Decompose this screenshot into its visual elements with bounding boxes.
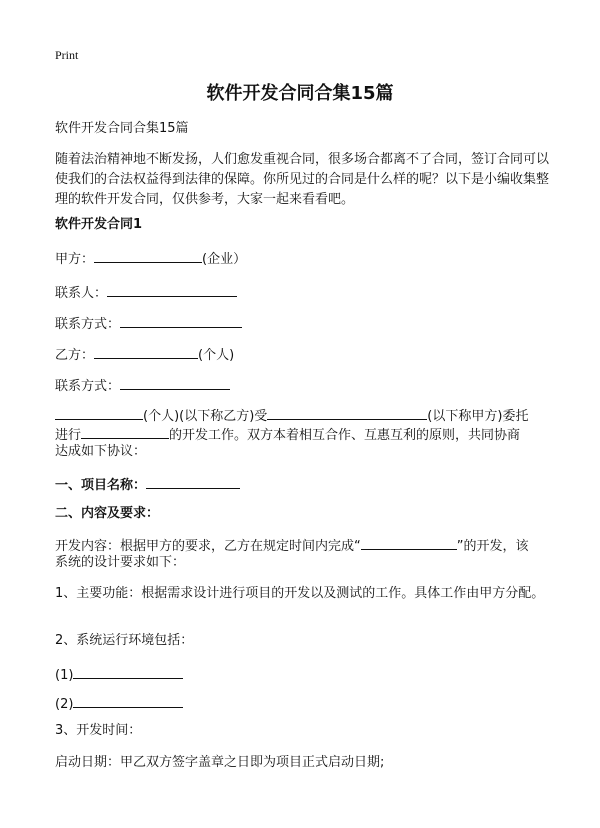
start-date-line: 启动日期：甲乙双方签字盖章之日即为项目正式启动日期;	[55, 755, 385, 770]
contact-method-label: 联系方式：	[55, 317, 121, 332]
entrust-line-1	[55, 405, 528, 426]
dev-content-line	[55, 535, 529, 556]
item2-label: 二、内容及要求：	[55, 506, 160, 521]
contact-method-blank-2	[120, 375, 230, 390]
party-b-line	[55, 344, 234, 365]
entrust-blank-3	[81, 424, 169, 439]
entrust-line-3: 达成如下协议：	[55, 444, 147, 459]
main-function-paragraph: 1、主要功能：根据需求设计进行项目的开发以及测试的工作。具体工作由甲方分配。	[55, 586, 545, 601]
dev-content-suffix: ”的开发，该	[456, 539, 529, 554]
intro-paragraph: 随着法治精神地不断发扬，人们愈发重视合同，很多场合都离不了合同，签订合同可以使我们的合法权益得到法律的保障。你所见过的合同是什么样的呢？以下是小编收集整理的软件开发合同，仅供参考，大家一起来看看吧。	[55, 152, 550, 207]
env-item-2	[55, 693, 183, 714]
dev-content-blank	[361, 535, 457, 550]
document-subtitle: 软件开发合同合集15篇	[55, 121, 189, 136]
contact-method-blank	[120, 313, 242, 328]
dev-content-prefix: 开发内容：根据甲方的要求，乙方在规定时间内完成“	[55, 539, 361, 554]
party-b-suffix: (个人)	[198, 348, 235, 363]
contact-method-label-2: 联系方式：	[55, 379, 121, 394]
entrust-line2-prefix: 进行	[55, 428, 82, 443]
party-b-blank	[94, 344, 198, 359]
env-item-1-label: (1)	[55, 668, 74, 683]
dev-content-line-2: 系统的设计要求如下：	[55, 555, 186, 570]
env-label: 2、系统运行环境包括：	[55, 633, 194, 648]
dev-time-label: 3、开发时间：	[55, 723, 142, 738]
contact-method-line-2	[55, 375, 230, 396]
party-a-label: 甲方：	[55, 252, 95, 267]
entrust-line2-suffix: 的开发工作。双方本着相互合作、互惠互利的原则，共同协商	[169, 428, 521, 443]
entrust-blank-2	[267, 405, 427, 420]
env-item-2-label: (2)	[55, 697, 74, 712]
env-item-1	[55, 664, 183, 685]
party-a-suffix: (企业）	[202, 252, 247, 267]
env-item-2-blank	[73, 693, 183, 708]
entrust-line-2	[55, 424, 520, 445]
party-b-label: 乙方：	[55, 348, 95, 363]
section-heading: 软件开发合同1	[55, 217, 143, 232]
contact-label: 联系人：	[55, 286, 108, 301]
contact-blank	[107, 282, 237, 297]
contact-method-line	[55, 313, 242, 334]
entrust-blank-1	[55, 405, 143, 420]
party-a-line	[55, 248, 246, 269]
item1-blank	[146, 474, 240, 489]
party-a-blank	[94, 248, 202, 263]
contact-line	[55, 282, 237, 303]
document-title: 软件开发合同合集15篇	[206, 83, 394, 104]
print-link[interactable]: Print	[55, 48, 79, 62]
item1-label: 一、项目名称：	[55, 478, 147, 493]
item1-line	[55, 474, 240, 495]
entrust-part2: (以下称甲方)委托	[427, 409, 529, 424]
env-item-1-blank	[73, 664, 183, 679]
entrust-part1: (个人)(以下称乙方)受	[143, 409, 268, 424]
